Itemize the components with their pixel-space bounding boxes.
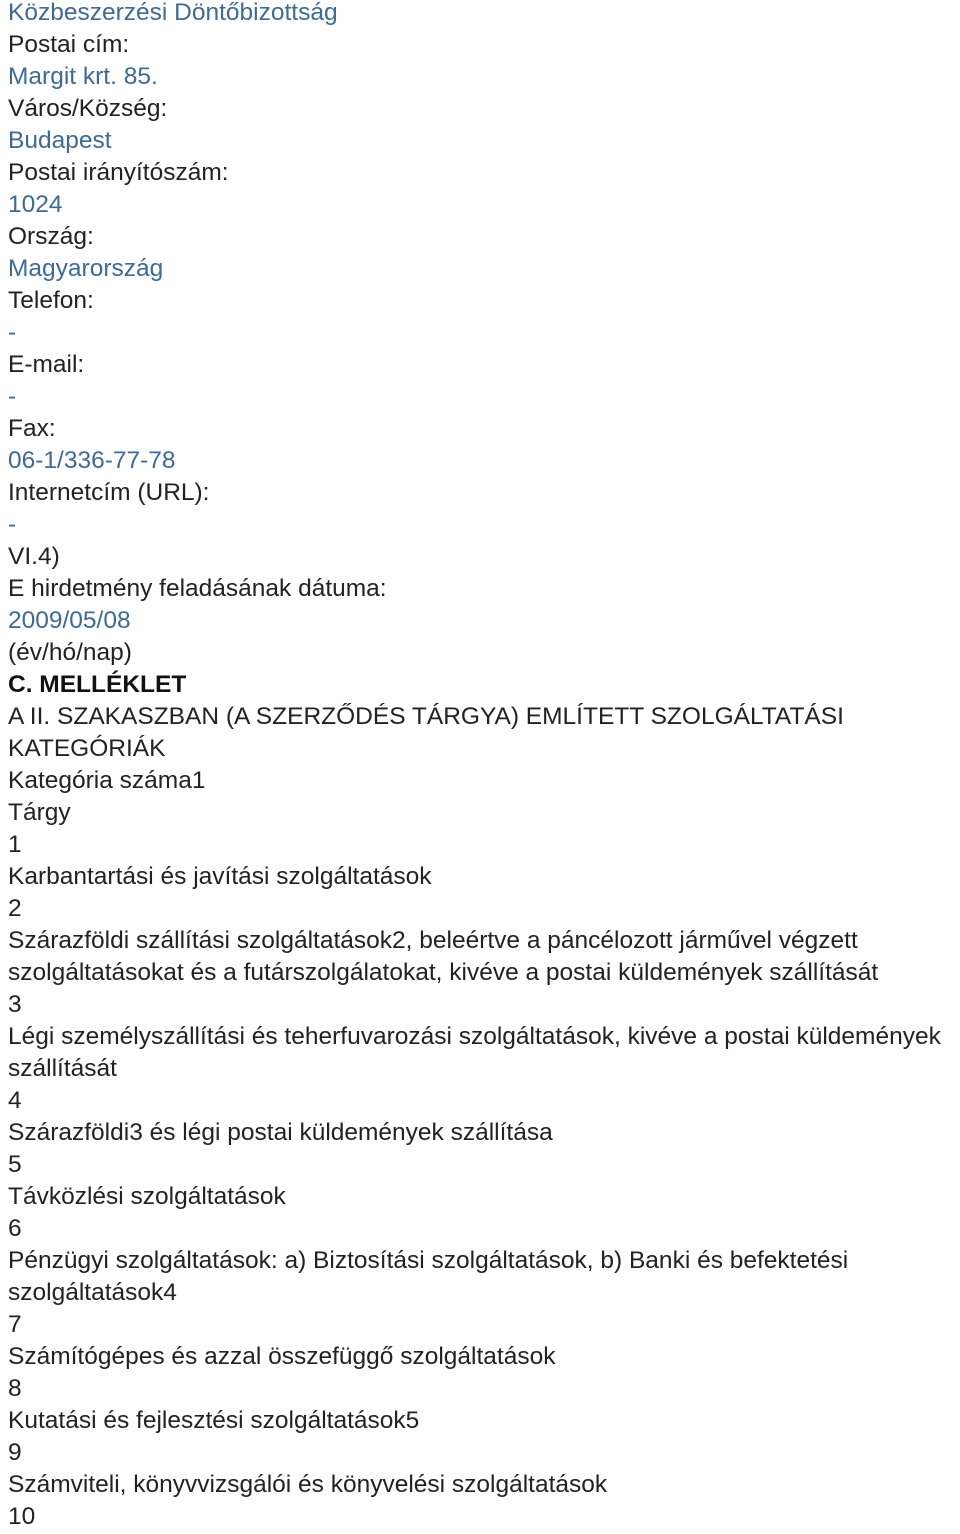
category-number: 10 — [8, 1503, 36, 1530]
city-value: Budapest — [8, 127, 112, 154]
category-subject: Légi személyszállítási és teherfuvarozási szolgáltatások, kivéve a postai küldemények szállítását — [8, 1023, 941, 1082]
postal-address-label: Postai cím: — [8, 31, 130, 58]
postal-address-value: Margit krt. 85. — [8, 63, 158, 90]
category-subject: Kutatási és fejlesztési szolgáltatások5 — [8, 1407, 420, 1434]
zip-value: 1024 — [8, 191, 63, 218]
category-number: 9 — [8, 1439, 22, 1466]
category-subject: Szárazföldi3 és légi postai küldemények szállítása — [8, 1119, 553, 1146]
country-value: Magyarország — [8, 255, 164, 282]
city-label: Város/Község: — [8, 95, 168, 122]
category-number: 8 — [8, 1375, 22, 1402]
dispatch-date-label: E hirdetmény feladásának dátuma: — [8, 575, 387, 602]
zip-label: Postai irányítószám: — [8, 159, 229, 186]
annex-title: C. MELLÉKLET — [8, 671, 187, 698]
org-name: Közbeszerzési Döntőbizottság — [8, 0, 338, 26]
category-subject: Karbantartási és javítási szolgáltatások — [8, 863, 432, 890]
url-value: - — [8, 511, 17, 538]
fax-label: Fax: — [8, 415, 56, 442]
annex-subtitle: A II. SZAKASZBAN (A SZERZŐDÉS TÁRGYA) EMLÍTETT SZOLGÁLTATÁSI KATEGÓRIÁK — [8, 703, 844, 762]
category-subject: Számviteli, könyvvizsgálói és könyvelési szolgáltatások — [8, 1471, 608, 1498]
url-label: Internetcím (URL): — [8, 479, 210, 506]
category-number: 5 — [8, 1151, 22, 1178]
email-label: E-mail: — [8, 351, 85, 378]
category-number: 4 — [8, 1087, 22, 1114]
category-subject: Számítógépes és azzal összefüggő szolgáltatások — [8, 1343, 556, 1370]
phone-label: Telefon: — [8, 287, 94, 314]
category-subject: Szárazföldi szállítási szolgáltatások2, beleértve a páncélozott járművel végzett szolgáltatásokat és a futárszolgálatokat, kivéve a postai küldemények szállítását — [8, 927, 879, 986]
country-label: Ország: — [8, 223, 94, 250]
category-number: 6 — [8, 1215, 22, 1242]
fax-value: 06-1/336-77-78 — [8, 447, 176, 474]
category-number: 2 — [8, 895, 22, 922]
dispatch-section-number: VI.4) — [8, 543, 60, 570]
category-number: 7 — [8, 1311, 22, 1338]
email-value: - — [8, 383, 17, 410]
phone-value: - — [8, 319, 17, 346]
column-category-number: Kategória száma1 — [8, 767, 206, 794]
column-subject: Tárgy — [8, 799, 71, 826]
category-number: 1 — [8, 831, 22, 858]
dispatch-date-value: 2009/05/08 — [8, 607, 131, 634]
dispatch-date-format: (év/hó/nap) — [8, 639, 132, 666]
category-number: 3 — [8, 991, 22, 1018]
category-subject: Pénzügyi szolgáltatások: a) Biztosítási szolgáltatások, b) Banki és befektetési szolgáltatások4 — [8, 1247, 849, 1306]
category-subject: Távközlési szolgáltatások — [8, 1183, 286, 1210]
